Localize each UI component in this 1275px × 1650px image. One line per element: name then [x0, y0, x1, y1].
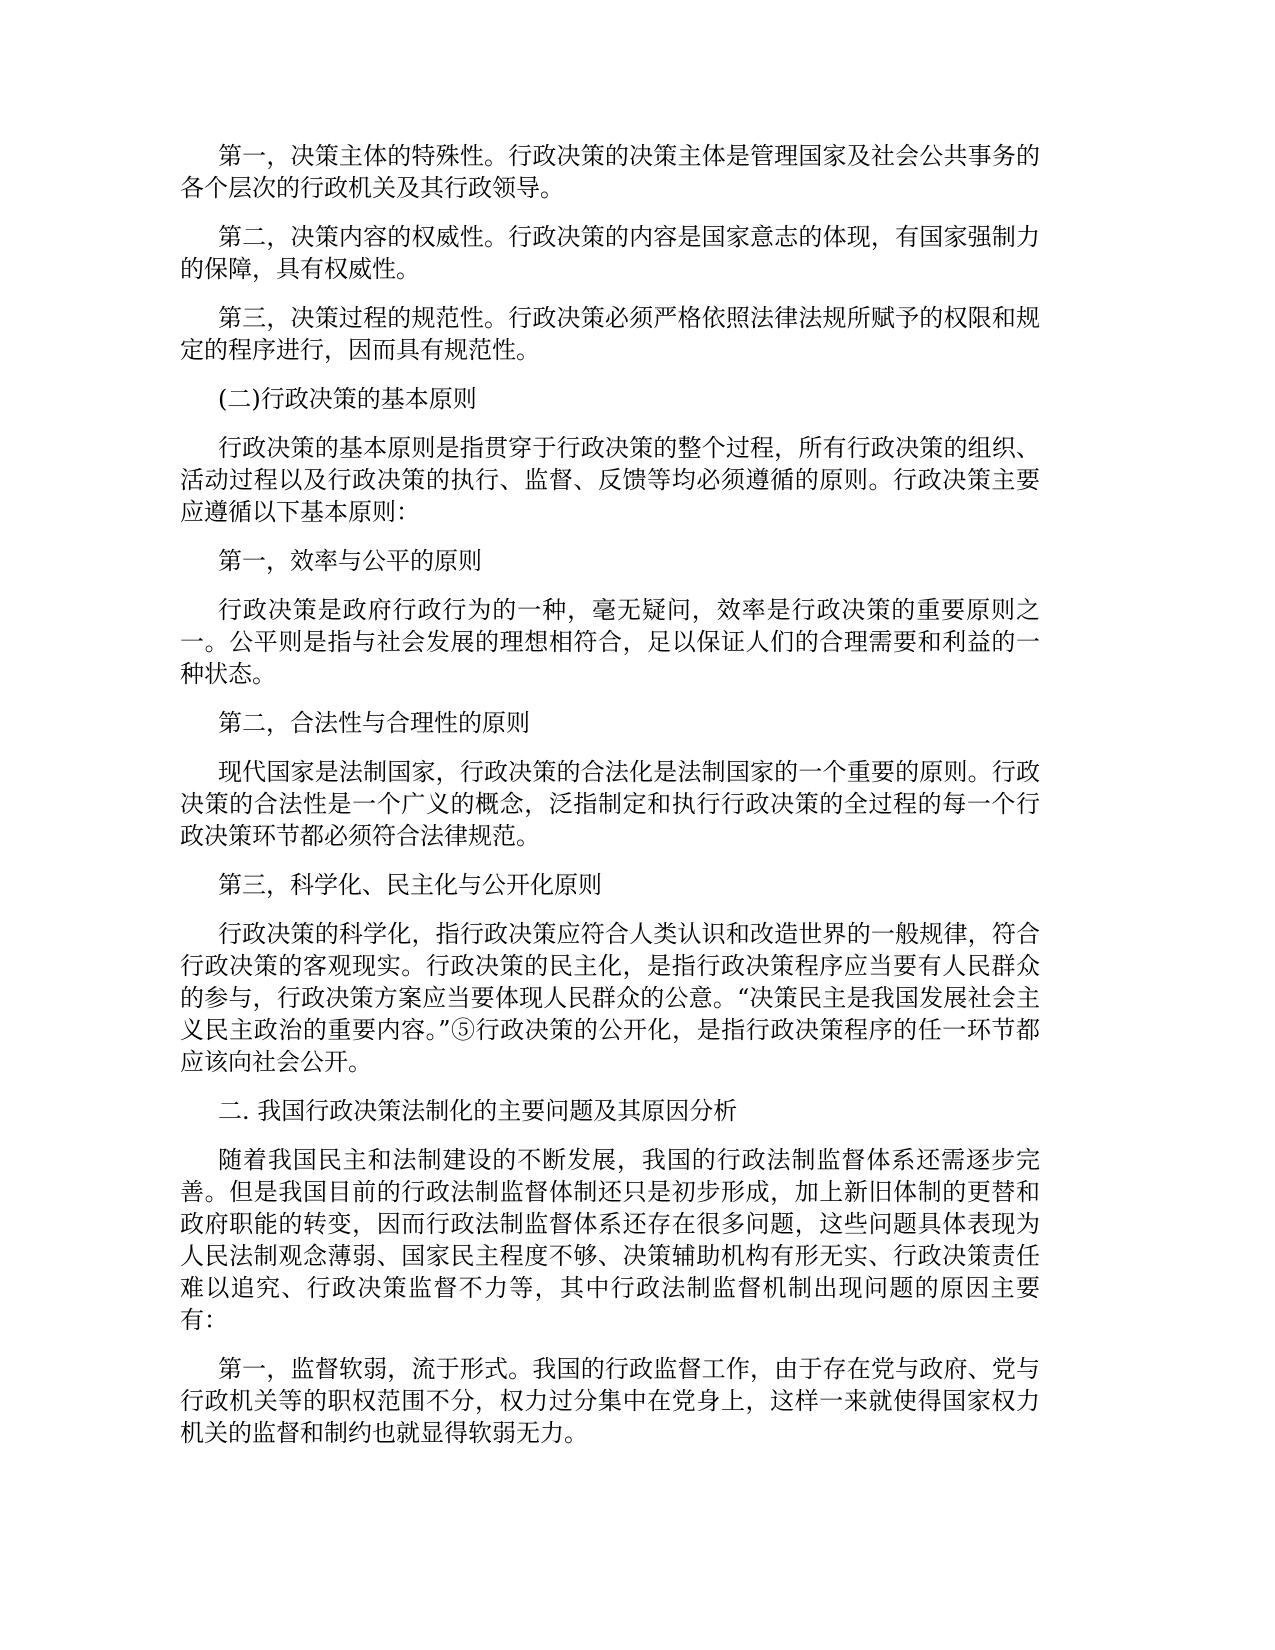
section-heading-basic-principles: (二)行政决策的基本原则 [218, 385, 477, 413]
paragraph-content-authority: 第二，决策内容的权威性。行政决策的内容是国家意志的体现，有国家强制力的保障，具有权威性。 [180, 223, 1040, 283]
subheading-legality-rationality: 第二，合法性与合理性的原则 [218, 709, 530, 737]
subheading-scientific-democratic-open: 第三，科学化、民主化与公开化原则 [218, 871, 602, 899]
subheading-efficiency-fairness: 第一，效率与公平的原则 [218, 547, 482, 575]
paragraph-scientific-democratic-open: 行政决策的科学化，指行政决策应符合人类认识和改造世界的一般规律，符合行政决策的客观现实。行政决策的民主化，是指行政决策程序应当要有人民群众的参与，行政决策方案应当要体现人民群众的公意。“决策民主是我国发展社会主义民主政治的重要内容。”⑤行政决策的公开化，是指行政决策程序的任一环节都应该向社会公开。 [180, 920, 1040, 1076]
document-page [180, 140, 1040, 1466]
section-heading-problems-causes: 二. 我国行政决策法制化的主要问题及其原因分析 [218, 1097, 738, 1125]
paragraph-legality-rationality: 现代国家是法制国家，行政决策的合法化是法制国家的一个重要的原则。行政决策的合法性是一个广义的概念，泛指制定和执行行政决策的全过程的每一个行政决策环节都必须符合法律规范。 [180, 758, 1040, 850]
paragraph-subject-particularity: 第一，决策主体的特殊性。行政决策的决策主体是管理国家及社会公共事务的各个层次的行政机关及其行政领导。 [180, 142, 1040, 202]
paragraph-weak-supervision: 第一，监督软弱，流于形式。我国的行政监督工作，由于存在党与政府、党与行政机关等的职权范围不分，权力过分集中在党身上，这样一来就使得国家权力机关的监督和制约也就显得软弱无力。 [180, 1355, 1040, 1447]
paragraph-efficiency-fairness: 行政决策是政府行政行为的一种，毫无疑问，效率是行政决策的重要原则之一。公平则是指与社会发展的理想相符合，足以保证人们的合理需要和利益的一种状态。 [180, 596, 1040, 688]
paragraph-principles-intro: 行政决策的基本原则是指贯穿于行政决策的整个过程，所有行政决策的组织、活动过程以及行政决策的执行、监督、反馈等均必须遵循的原则。行政决策主要应遵循以下基本原则： [180, 434, 1040, 526]
paragraph-problems-overview: 随着我国民主和法制建设的不断发展，我国的行政法制监督体系还需逐步完善。但是我国目前的行政法制监督体制还只是初步形成，加上新旧体制的更替和政府职能的转变，因而行政法制监督体系还存在很多问题，这些问题具体表现为人民法制观念薄弱、国家民主程度不够、决策辅助机构有形无实、行政决策责任难以追究、行政决策监督不力等，其中行政法制监督机制出现问题的原因主要有： [180, 1146, 1040, 1334]
paragraph-process-normativity: 第三，决策过程的规范性。行政决策必须严格依照法律法规所赋予的权限和规定的程序进行，因而具有规范性。 [180, 304, 1040, 364]
